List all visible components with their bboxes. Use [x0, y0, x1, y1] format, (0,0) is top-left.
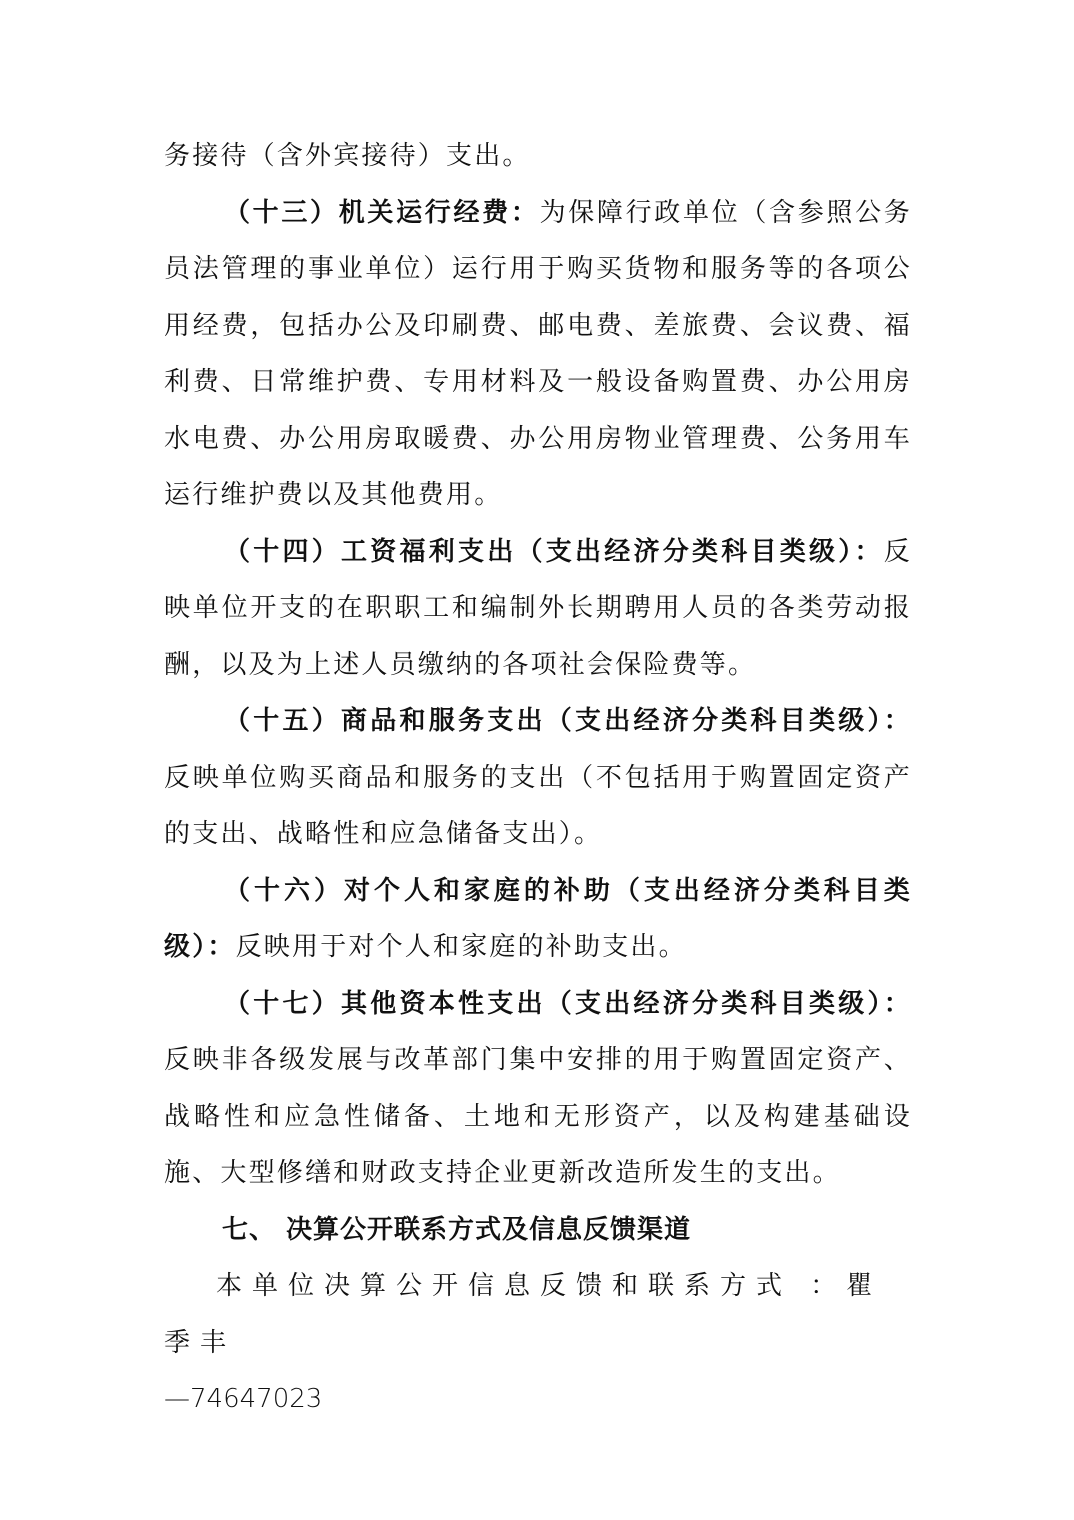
section-14-term: （十四）工资福利支出（支出经济分类科目类级）：: [224, 536, 884, 567]
section-16-term: （十六）对个人和家庭的补助（支出经济分类科目类级）：: [164, 875, 912, 962]
section-16-body: 反映用于对个人和家庭的补助支出。: [235, 932, 687, 962]
document-page: [164, 128, 912, 1428]
continuation-paragraph: 务接待（含外宾接待）支出。: [164, 141, 531, 171]
section-16-paragraph: [164, 863, 912, 976]
section-13-paragraph: [164, 185, 912, 524]
section-17-body: 反映非各级发展与改革部门集中安排的用于购置固定资产、战略性和应急性储备、土地和无形资产，以及构建基础设施、大型修缮和财政支持企业更新改造所发生的支出。: [164, 1045, 912, 1188]
section-15-paragraph: [164, 693, 912, 863]
section-15-term: （十五）商品和服务支出（支出经济分类科目类级）：: [224, 706, 912, 736]
section-17-paragraph: [164, 976, 912, 1202]
section-17-term: （十七）其他资本性支出（支出经济分类科目类级）：: [224, 988, 912, 1019]
contact-phone: —74647023: [164, 1384, 323, 1414]
section-14-paragraph: [164, 524, 912, 694]
section-heading-contact: 七、 决算公开联系方式及信息反馈渠道: [222, 1214, 692, 1245]
section-15-body: 反映单位购买商品和服务的支出（不包括用于购置固定资产的支出、战略性和应急储备支出）。: [164, 762, 912, 849]
section-13-body: 为保障行政单位（含参照公务员法管理的事业单位）运行用于购买货物和服务等的各项公用经费，包括办公及印刷费、邮电费、差旅费、会议费、福利费、日常维护费、专用材料及一般设备购置费、办公用房水电费、办公用房取暖费、办公用房物业管理费、公务用车运行维护费以及其他费用。: [164, 197, 912, 510]
section-14-body: 反映单位开支的在职职工和编制外长期聘用人员的各类劳动报酬，以及为上述人员缴纳的各项社会保险费等。: [164, 536, 912, 680]
contact-label: 本单位决算公开信息反馈和联系方式 ：瞿季丰: [164, 1271, 883, 1358]
section-13-term: （十三）机关运行经费：: [224, 197, 540, 228]
